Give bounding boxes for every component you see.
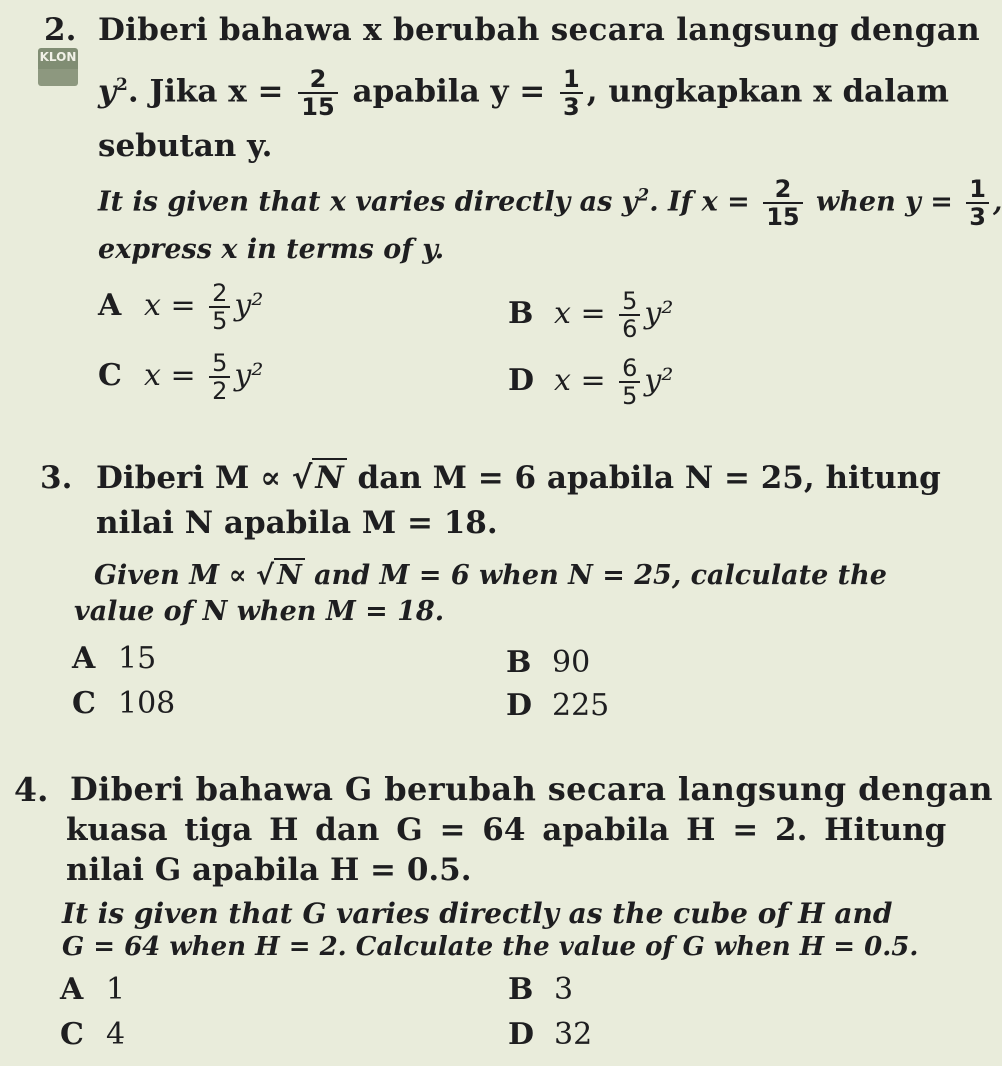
q4-option-a[interactable] [60, 972, 125, 1007]
option-label: A [72, 641, 96, 676]
option-fraction [209, 280, 230, 334]
option-label: C [72, 686, 96, 721]
numerator: 2 [763, 176, 802, 204]
option-label: B [506, 645, 532, 680]
option-value: 3 [554, 972, 574, 1007]
text: . If x = [649, 186, 750, 218]
numerator: 5 [209, 350, 230, 378]
q2-option-a[interactable] [98, 280, 263, 334]
option-fraction [209, 350, 230, 404]
option-lhs: x = [144, 358, 196, 393]
radical-sign: √ [256, 560, 275, 591]
numerator: 5 [619, 288, 640, 316]
q3-option-a[interactable] [72, 641, 156, 676]
numerator: 1 [966, 176, 989, 204]
denominator: 15 [766, 203, 800, 231]
fraction-x-value [298, 66, 337, 120]
q4-malay-line-3: nilai G apabila H = 0.5. [66, 852, 472, 888]
q2-malay-line-2 [98, 66, 949, 120]
radicand: N [274, 558, 305, 591]
option-label: D [506, 688, 533, 723]
q2-option-b[interactable] [508, 288, 673, 342]
q3-english-line-2: value of N when M = 18. [74, 596, 445, 627]
option-value: 108 [118, 686, 176, 721]
question-number: 3. [40, 460, 73, 496]
question-number: 2. [44, 12, 77, 48]
fraction-x-value [763, 176, 802, 230]
q4-option-d[interactable] [508, 1017, 592, 1052]
klon-badge: KLON [38, 48, 78, 86]
option-label: A [98, 288, 122, 323]
numerator: 2 [209, 280, 230, 308]
q2-malay-line-1: Diberi bahawa x berubah secara langsung dengan [98, 12, 981, 48]
fraction-y-value [966, 176, 989, 230]
option-label: B [508, 296, 534, 331]
q4-option-b[interactable] [508, 972, 573, 1007]
text: apabila y = [352, 73, 546, 110]
text: and M = 6 when N = 25, calculate the [314, 560, 887, 591]
exponent: 2 [116, 75, 128, 96]
text: . Jika x = [127, 73, 284, 110]
q3-option-c[interactable] [72, 686, 175, 721]
denominator: 5 [622, 382, 638, 410]
q4-malay-line-1: Diberi bahawa G berubah secara langsung dengan [70, 770, 993, 808]
text: dan M = 6 apabila N = 25, hitung [357, 460, 941, 496]
var-y: y [98, 73, 117, 110]
option-label: D [508, 363, 535, 398]
option-label: A [60, 972, 84, 1007]
denominator: 6 [622, 315, 638, 343]
option-value: 15 [118, 641, 157, 676]
option-value: 225 [552, 688, 610, 723]
q4-english-line-1: It is given that G varies directly as the cube of H and [62, 897, 893, 930]
option-rhs: y² [644, 296, 674, 331]
denominator: 3 [563, 93, 580, 121]
q4-english-line-2: G = 64 when H = 2. Calculate the value of G when H = 0.5. [62, 932, 919, 962]
option-lhs: x = [144, 288, 196, 323]
option-label: C [60, 1017, 84, 1052]
q4-option-c[interactable] [60, 1017, 125, 1052]
fraction-y-value [560, 66, 583, 120]
sqrt-n [292, 460, 347, 496]
option-value: 4 [106, 1017, 126, 1052]
text: when y = [816, 186, 953, 218]
option-label: D [508, 1017, 535, 1052]
text: , ungkapkan x dalam [586, 73, 949, 110]
q2-english-line-1: It is given that x varies directly as $y^2$. If x = $\frac{2}{15}$ when y = $\frac{1}{3}$ , [98, 175, 1002, 231]
denominator: 15 [301, 93, 335, 121]
q3-english-line-1 [94, 560, 887, 591]
text: Diberi M ∝ [96, 460, 281, 496]
q2-option-c[interactable] [98, 350, 263, 404]
q2-option-d[interactable] [508, 355, 673, 409]
sqrt-n [256, 560, 305, 591]
text: It is given that x varies directly as y [98, 186, 638, 218]
radicand: N [312, 458, 346, 496]
question-number: 4. [14, 770, 49, 809]
option-fraction [619, 288, 640, 342]
denominator: 2 [212, 377, 228, 405]
numerator: 1 [560, 66, 583, 94]
option-fraction [619, 355, 640, 409]
denominator: 5 [212, 307, 228, 335]
text: Given M ∝ [94, 560, 247, 591]
denominator: 3 [969, 203, 986, 231]
option-rhs: y² [644, 363, 674, 398]
option-value: 32 [554, 1017, 593, 1052]
q2-malay-line-3: sebutan y. [98, 128, 273, 164]
option-value: 90 [552, 645, 591, 680]
q3-option-b[interactable] [506, 645, 590, 680]
option-lhs: x = [554, 296, 606, 331]
numerator: 2 [298, 66, 337, 94]
option-value: 1 [106, 972, 126, 1007]
radical-sign: √ [291, 460, 313, 496]
q3-malay-line-2: nilai N apabila M = 18. [96, 505, 498, 541]
option-rhs: y² [234, 288, 264, 323]
q4-malay-line-2: kuasa tiga H dan G = 64 apabila H = 2. Hitung [66, 812, 947, 848]
q3-option-d[interactable] [506, 688, 609, 723]
option-rhs: y² [234, 358, 264, 393]
exponent: 2 [637, 185, 650, 206]
q3-malay-line-1 [96, 460, 941, 496]
numerator: 6 [619, 355, 640, 383]
q2-english-line-2: express x in terms of y. [98, 234, 445, 265]
option-label: B [508, 972, 534, 1007]
option-label: C [98, 358, 122, 393]
option-lhs: x = [554, 363, 606, 398]
